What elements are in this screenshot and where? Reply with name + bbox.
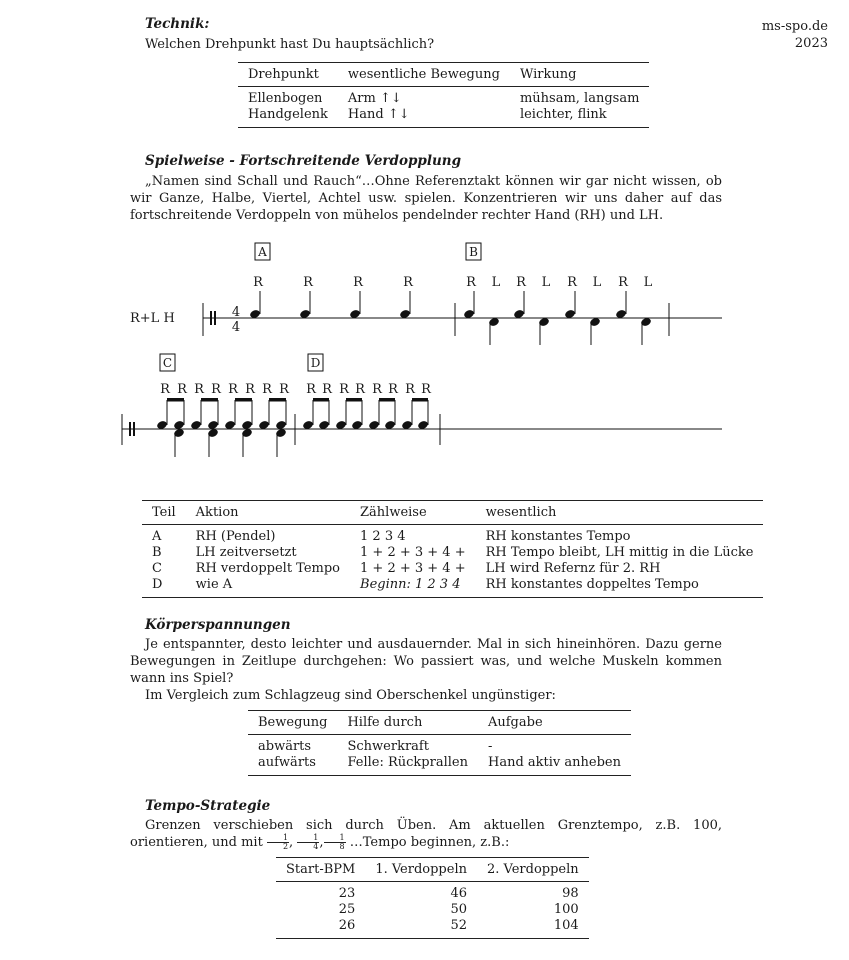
sticking-label: R bbox=[567, 275, 577, 290]
table-header-row bbox=[142, 501, 763, 525]
cell: 1 2 3 4 bbox=[360, 529, 406, 544]
cell: - bbox=[487, 739, 493, 754]
sticking-label: R bbox=[388, 382, 398, 397]
cell: 100 bbox=[553, 902, 579, 917]
koerper-table bbox=[248, 710, 631, 776]
cell: Handgelenk bbox=[248, 107, 328, 122]
spielweise-text: „Namen sind Schall und Rauch“…Ohne Referenztakt können wir gar nicht wissen, ob wir Ganze, Halbe, Viertel, Achtel usw. spielen. Konzentrieren wir uns daher auf das fortschreitende Verdoppeln von mühelos pendelnder rechter Hand (RH) und LH. bbox=[130, 174, 722, 223]
fraction-quarter bbox=[297, 834, 319, 851]
table-header-row bbox=[276, 858, 589, 882]
section-label-d: D bbox=[310, 356, 321, 370]
table-row bbox=[248, 735, 631, 756]
col-header: Hilfe durch bbox=[347, 715, 423, 730]
beam bbox=[201, 398, 218, 402]
sticking-label: L bbox=[541, 275, 551, 290]
cell: RH Tempo bleibt, LH mittig in die Lücke bbox=[485, 545, 754, 560]
col-header: Wirkung bbox=[519, 67, 577, 82]
fraction-numerator: 1 bbox=[267, 834, 289, 843]
fraction-eighth bbox=[324, 834, 346, 851]
koerper-heading: Körperspannungen bbox=[145, 617, 291, 633]
cell: Ellenbogen bbox=[248, 91, 323, 106]
cell: B bbox=[152, 545, 162, 560]
cell: 25 bbox=[338, 902, 356, 917]
cell: RH konstantes doppeltes Tempo bbox=[485, 577, 699, 592]
sticking-label: R bbox=[194, 382, 204, 397]
spielweise-heading: Spielweise - Fortschreitende Verdopplung bbox=[145, 153, 462, 169]
sticking-label: R bbox=[279, 382, 289, 397]
cell: leichter, flink bbox=[519, 107, 607, 122]
sticking-label: R bbox=[303, 275, 313, 290]
cell: 1 + 2 + 3 + 4 + bbox=[360, 545, 466, 560]
sticking-label: R bbox=[160, 382, 170, 397]
time-signature-bottom: 4 bbox=[231, 320, 241, 335]
fraction-numerator: 1 bbox=[297, 834, 319, 843]
cell: C bbox=[152, 561, 162, 576]
technik-heading: Technik: bbox=[145, 16, 210, 32]
table-row bbox=[276, 902, 589, 918]
page-header bbox=[762, 18, 828, 52]
beam bbox=[269, 398, 286, 402]
table-row bbox=[276, 882, 589, 903]
cell: RH konstantes Tempo bbox=[485, 529, 631, 544]
cell: mühsam, langsam bbox=[519, 91, 640, 106]
table-row bbox=[238, 107, 649, 128]
cell: Felle: Rückprallen bbox=[347, 755, 468, 770]
fraction-denominator: 8 bbox=[339, 842, 345, 851]
col-header: wesentliche Bewegung bbox=[347, 67, 500, 82]
year: 2023 bbox=[794, 36, 828, 51]
sticking-label: R bbox=[322, 382, 332, 397]
beam bbox=[235, 398, 252, 402]
table-row bbox=[142, 545, 763, 561]
table-header-row bbox=[248, 711, 631, 735]
sticking-label: R bbox=[245, 382, 255, 397]
music-notation bbox=[0, 235, 849, 475]
table-row bbox=[142, 561, 763, 577]
table-header-row bbox=[238, 63, 649, 87]
fraction-denominator: 2 bbox=[282, 842, 289, 851]
cell: aufwärts bbox=[258, 755, 316, 770]
cell: D bbox=[152, 577, 163, 592]
fraction-half bbox=[267, 834, 289, 851]
teil-table bbox=[142, 500, 763, 598]
cell: 23 bbox=[338, 886, 356, 901]
section-label-a: A bbox=[258, 245, 267, 259]
col-header: Teil bbox=[152, 505, 176, 520]
cell: 98 bbox=[562, 886, 579, 901]
cell: 1 + 2 + 3 + 4 + bbox=[360, 561, 466, 576]
table-row bbox=[248, 755, 631, 776]
section-label-c: C bbox=[162, 356, 173, 370]
section-label-b: B bbox=[469, 245, 478, 259]
cell: Hand aktiv anheben bbox=[487, 755, 621, 770]
table-row bbox=[276, 918, 589, 939]
koerper-section bbox=[130, 617, 722, 939]
sticking-label: L bbox=[643, 275, 653, 290]
sticking-label: R bbox=[228, 382, 238, 397]
sticking-label: R bbox=[211, 382, 221, 397]
sticking-label: R bbox=[618, 275, 628, 290]
cell: Schwerkraft bbox=[347, 739, 429, 754]
sticking-label: R bbox=[339, 382, 349, 397]
sticking-label: R bbox=[177, 382, 187, 397]
col-header: 1. Verdoppeln bbox=[375, 862, 467, 877]
cell: 46 bbox=[450, 886, 467, 901]
sticking-label: L bbox=[592, 275, 602, 290]
cell: LH zeitversetzt bbox=[195, 545, 297, 560]
cell: 52 bbox=[450, 918, 467, 933]
cell: A bbox=[152, 529, 162, 544]
technik-question: Welchen Drehpunkt hast Du hauptsächlich? bbox=[145, 37, 435, 52]
sticking-label: R bbox=[253, 275, 263, 290]
sticking-label: R bbox=[262, 382, 272, 397]
table-row bbox=[142, 577, 763, 598]
col-header: Start-BPM bbox=[286, 862, 356, 877]
cell: LH wird Refernz für 2. RH bbox=[485, 561, 661, 576]
sticking-label: R bbox=[306, 382, 316, 397]
fraction-denominator: 4 bbox=[313, 842, 319, 851]
cell: RH verdoppelt Tempo bbox=[195, 561, 341, 576]
cell: Beginn: 1 2 3 4 bbox=[360, 577, 461, 592]
sticking-label: L bbox=[491, 275, 501, 290]
cell: Arm ↑↓ bbox=[347, 91, 402, 106]
staff-label: R+L H bbox=[130, 311, 175, 326]
beam bbox=[167, 398, 184, 402]
sticking-label: R bbox=[421, 382, 431, 397]
table-row bbox=[142, 525, 763, 546]
cell: 50 bbox=[450, 902, 467, 917]
beam bbox=[412, 398, 428, 402]
beam bbox=[313, 398, 329, 402]
tempo-table bbox=[276, 857, 589, 939]
time-signature-top: 4 bbox=[231, 305, 241, 320]
col-header: wesentlich bbox=[485, 505, 557, 520]
beam bbox=[346, 398, 362, 402]
tempo-text-a: Grenzen verschieben sich durch Üben. Am aktuellen Grenztempo, z.B. 100, orientieren, und mit bbox=[130, 818, 722, 850]
sticking-label: R bbox=[372, 382, 382, 397]
tempo-heading: Tempo-Strategie bbox=[145, 798, 271, 814]
col-header: Zählweise bbox=[360, 505, 427, 520]
tempo-text-b: …Tempo beginnen, z.B.: bbox=[349, 835, 510, 850]
cell: Hand ↑↓ bbox=[347, 107, 410, 122]
site-name: ms-spo.de bbox=[761, 19, 828, 34]
col-header: 2. Verdoppeln bbox=[486, 862, 579, 877]
sticking-label: R bbox=[516, 275, 526, 290]
koerper-text-1: Je entspannter, desto leichter und ausdauernder. Mal in sich hineinhören. Dazu gerne Bewegungen in Zeitlupe durchgehen: Wo passiert was, und welche Muskeln kommen wann ins Spiel? bbox=[130, 637, 722, 686]
cell: RH (Pendel) bbox=[195, 529, 276, 544]
col-header: Aufgabe bbox=[487, 715, 543, 730]
technik-table bbox=[238, 62, 649, 128]
tempo-text: Grenzen verschieben sich durch Üben. Am aktuellen Grenztempo, z.B. 100, orientieren, und mit $\frac{1}{2}$ , $\frac{1}{4}$ , $\frac{1}{8}$ …Tempo beginnen, z.B.: bbox=[130, 818, 722, 851]
fraction-numerator: 1 bbox=[324, 834, 346, 843]
cell: 26 bbox=[338, 918, 356, 933]
sticking-label: R bbox=[355, 382, 365, 397]
koerper-text-2: Im Vergleich zum Schlagzeug sind Oberschenkel ungünstiger: bbox=[145, 688, 556, 703]
sticking-label: R bbox=[466, 275, 476, 290]
sticking-label: R bbox=[405, 382, 415, 397]
beam bbox=[379, 398, 395, 402]
col-header: Bewegung bbox=[258, 715, 328, 730]
sticking-label: R bbox=[403, 275, 413, 290]
col-header: Aktion bbox=[195, 505, 239, 520]
sticking-label: R bbox=[353, 275, 363, 290]
cell: abwärts bbox=[258, 739, 312, 754]
cell: wie A bbox=[195, 577, 233, 592]
col-header: Drehpunkt bbox=[248, 67, 319, 82]
table-row bbox=[238, 87, 649, 108]
cell: 104 bbox=[553, 918, 579, 933]
notation-staves bbox=[122, 243, 722, 457]
